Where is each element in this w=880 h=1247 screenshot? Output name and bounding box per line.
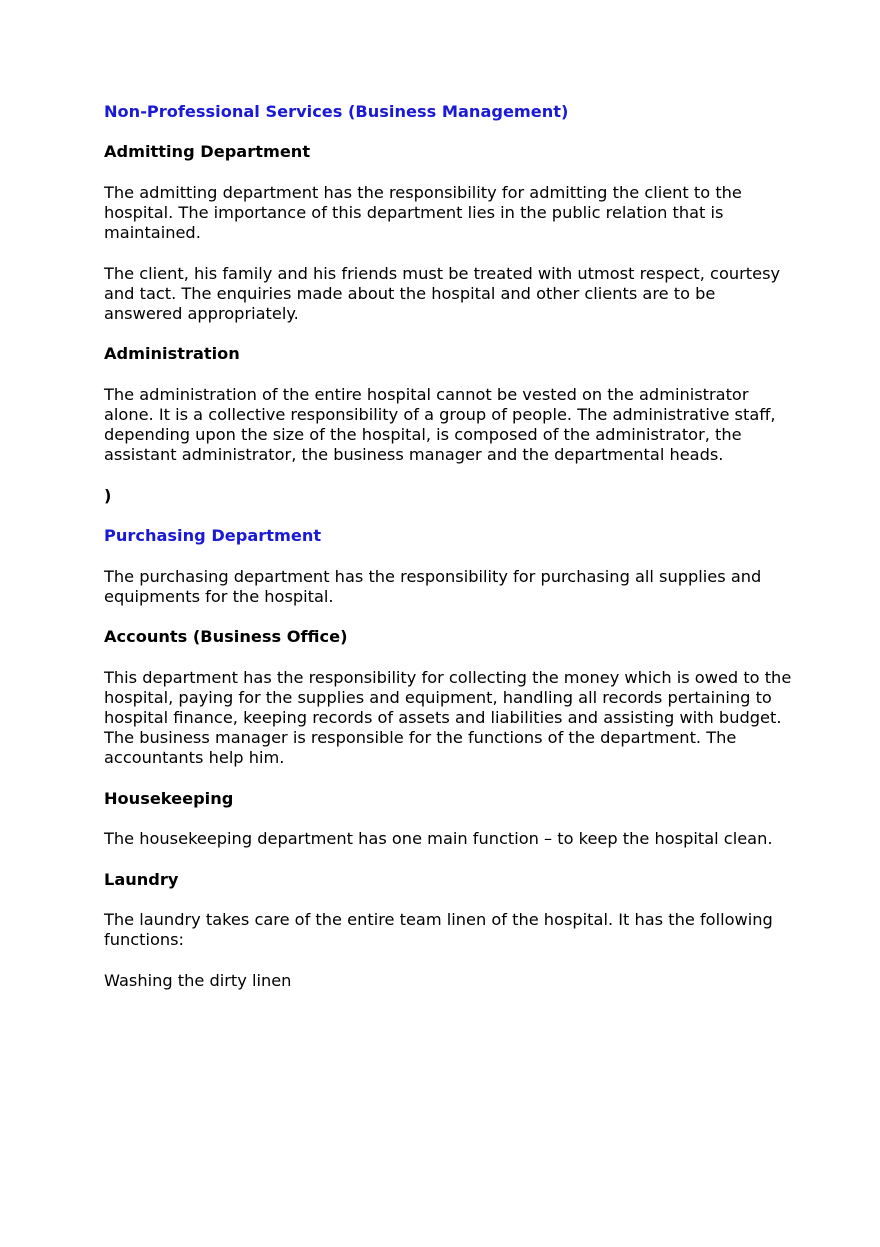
section-heading-purchasing: Purchasing Department [104, 526, 322, 546]
document-page [104, 102, 794, 1011]
housekeeping-paragraph: The housekeeping department has one main function – to keep the hospital clean. [104, 829, 773, 849]
admitting-paragraph-2: The client, his family and his friends must be treated with utmost respect, courtesy and tact. The enquiries made about the hospital and other clients are to be answered appropriately. [104, 263, 781, 323]
accounts-paragraph: This department has the responsibility for collecting the money which is owed to the hospital, paying for the supplies and equipment, handling all records pertaining to hospital finance, keeping records of assets and liabilities and assisting with budget. The business manager is responsible for the functions of the department. The accountants help him. [104, 667, 792, 768]
purchasing-paragraph: The purchasing department has the responsibility for purchasing all supplies and equipments for the hospital. [104, 566, 762, 606]
administration-paragraph: The administration of the entire hospital cannot be vested on the administrator alone. It is a collective responsibility of a group of people. The administrative staff, depending upon the size of the hospital, is composed of the administrator, the assistant administrator, the business manager and the departmental heads. [104, 384, 776, 465]
document-title: Non-Professional Services (Business Management) [104, 102, 569, 121]
section-heading-laundry: Laundry [104, 869, 179, 889]
section-heading-admitting: Admitting Department [104, 142, 311, 162]
stray-parenthesis: ) [104, 485, 112, 505]
section-heading-housekeeping: Housekeeping [104, 788, 234, 808]
admitting-paragraph-1: The admitting department has the responsibility for admitting the client to the hospital. The importance of this department lies in the public relation that is maintained. [104, 182, 742, 243]
laundry-paragraph: The laundry takes care of the entire team linen of the hospital. It has the following functions: [104, 909, 773, 950]
section-heading-administration: Administration [104, 344, 240, 364]
laundry-function-item: Washing the dirty linen [104, 970, 292, 990]
section-heading-accounts: Accounts (Business Ofﬁce) [104, 627, 348, 647]
